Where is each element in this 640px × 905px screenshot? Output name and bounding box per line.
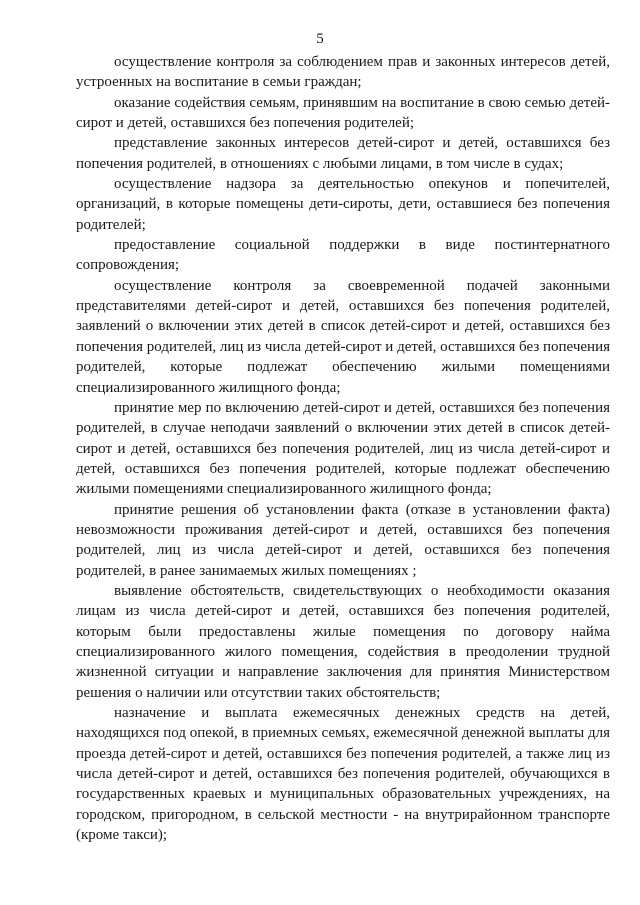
paragraph: оказание содействия семьям, принявшим на воспитание в свою семью детей-сирот и детей, оставшихся без попечения родителей;: [76, 94, 610, 132]
paragraph: назначение и выплата ежемесячных денежных средств на детей, находящихся под опекой, в приемных семьях, ежемесячной денежной выплаты для проезда детей-сирот и детей, оставшихся без попечения родителей, а также лиц из числа детей-сирот и детей, оставшихся без попечения родителей, обучающихся в государственных краевых и муниципальных образовательных учреждениях, на городском, пригородном, в сельской местности - на внутрирайонном транспорте (кроме такси);: [76, 705, 610, 844]
page-number: 5: [316, 31, 324, 47]
paragraph: представление законных интересов детей-сирот и детей, оставшихся без попечения родителей, в отношениях с любыми лицами, в том числе в судах;: [76, 135, 610, 172]
paragraph: выявление обстоятельств, свидетельствующих о необходимости оказания лицам из числа детей-сирот и детей, оставшихся без попечения родителей, которым были предоставлены жилые помещения по договору найма специализированного жилого помещения, содействия в преодолении трудной жизненной ситуации и направление заключения для принятия Министерством решения о наличии или отсутствии таких обстоятельств;: [76, 582, 610, 701]
document-body: [76, 52, 610, 845]
paragraph: принятие мер по включению детей-сирот и детей, оставшихся без попечения родителей, в случае неподачи заявлений о включении этих детей в список детей-сирот и детей, оставшихся без попечения родителей, лиц из числа детей-сирот и детей, оставшихся без попечения родителей, которые подлежат обеспечению жилыми помещениями специализированного жилищного фонда;: [76, 399, 610, 498]
paragraph: принятие решения об установлении факта (отказе в установлении факта) невозможности проживания детей-сирот и детей, оставшихся без попечения родителей, лиц из числа детей-сирот и детей, оставшихся без попечения родителей, в ранее занимаемых жилых помещениях ;: [76, 501, 610, 579]
paragraph: осуществление контроля за своевременной подачей законными представителями детей-сирот и детей, оставшихся без попечения родителей, заявлений о включении этих детей в список детей-сирот и детей, оставшихся без попечения родителей, лиц из числа детей-сирот и детей, оставшихся без попечения родителей, которые подлежат обеспечению жилыми помещениями специализированного жилищного фонда;: [76, 277, 611, 396]
paragraph: предоставление социальной поддержки в виде постинтернатного сопровождения;: [76, 237, 610, 274]
paragraph: осуществление надзора за деятельностью опекунов и попечителей, организаций, в которые помещены дети-сироты, дети, оставшиеся без попечения родителей;: [76, 176, 610, 233]
paragraph: осуществление контроля за соблюдением прав и законных интересов детей, устроенных на воспитание в семьи граждан;: [76, 54, 610, 91]
